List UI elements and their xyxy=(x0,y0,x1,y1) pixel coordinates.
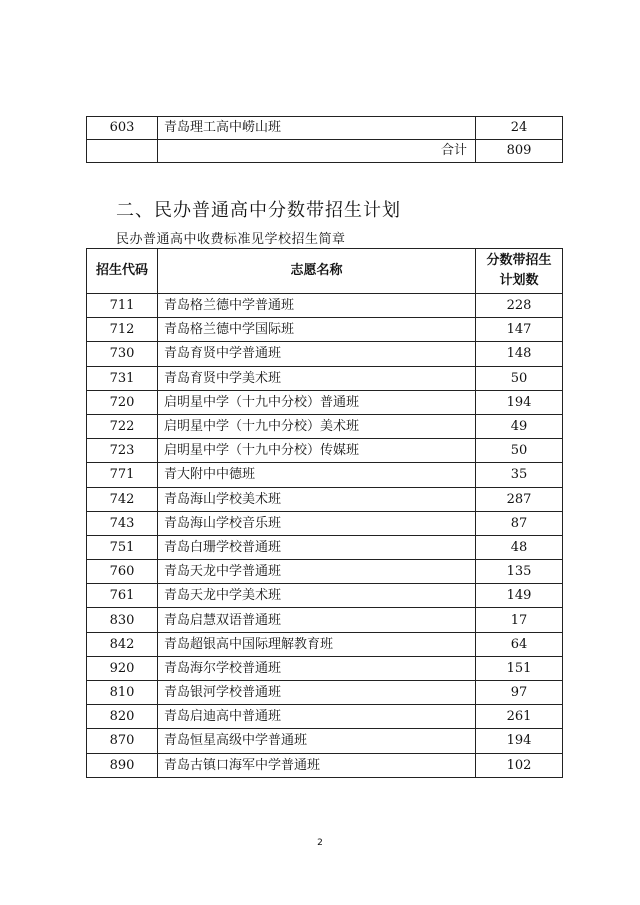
name-cell: 青岛启迪高中普通班 xyxy=(158,705,476,729)
code-cell: 731 xyxy=(87,366,158,390)
count-cell: 148 xyxy=(476,342,563,366)
name-cell: 青岛恒星高级中学普通班 xyxy=(158,729,476,753)
count-cell: 35 xyxy=(476,463,563,487)
table-row xyxy=(87,390,563,414)
count-cell: 149 xyxy=(476,584,563,608)
code-cell: 830 xyxy=(87,608,158,632)
code-cell: 842 xyxy=(87,632,158,656)
name-cell: 青岛超银高中国际理解教育班 xyxy=(158,632,476,656)
name-cell: 青岛育贤中学美术班 xyxy=(158,366,476,390)
name-cell: 青岛理工高中崂山班 xyxy=(158,117,476,140)
subtitle: 民办普通高中收费标准见学校招生简章 xyxy=(116,232,346,247)
name-cell: 青岛格兰德中学国际班 xyxy=(158,318,476,342)
count-cell: 194 xyxy=(476,390,563,414)
table-row xyxy=(87,681,563,705)
code-cell: 760 xyxy=(87,560,158,584)
code-cell: 723 xyxy=(87,439,158,463)
top-table xyxy=(86,116,563,163)
table-row xyxy=(87,463,563,487)
count-cell: 49 xyxy=(476,414,563,438)
table-row xyxy=(87,753,563,777)
name-cell: 启明星中学（十九中分校）美术班 xyxy=(158,414,476,438)
table-row xyxy=(87,656,563,680)
count-cell: 64 xyxy=(476,632,563,656)
header-row xyxy=(87,249,563,294)
count-cell: 151 xyxy=(476,656,563,680)
total-row xyxy=(87,140,563,163)
code-cell: 722 xyxy=(87,414,158,438)
code-cell: 771 xyxy=(87,463,158,487)
name-cell: 青岛育贤中学普通班 xyxy=(158,342,476,366)
name-cell: 青岛格兰德中学普通班 xyxy=(158,294,476,318)
table-row xyxy=(87,729,563,753)
code-cell: 920 xyxy=(87,656,158,680)
code-cell: 743 xyxy=(87,511,158,535)
code-cell: 603 xyxy=(87,117,158,140)
code-cell: 720 xyxy=(87,390,158,414)
name-cell: 青岛海山学校音乐班 xyxy=(158,511,476,535)
count-cell: 50 xyxy=(476,366,563,390)
table-row xyxy=(87,414,563,438)
header-count-line1: 分数带招生 xyxy=(486,253,552,268)
code-cell: 870 xyxy=(87,729,158,753)
name-cell: 启明星中学（十九中分校）普通班 xyxy=(158,390,476,414)
page-number: 2 xyxy=(317,838,323,848)
code-cell: 711 xyxy=(87,294,158,318)
plan-table-body xyxy=(87,294,563,778)
name-cell: 青大附中中德班 xyxy=(158,463,476,487)
count-cell: 50 xyxy=(476,439,563,463)
code-cell: 742 xyxy=(87,487,158,511)
section-title: 二、民办普通高中分数带招生计划 xyxy=(116,200,401,221)
table-row xyxy=(87,535,563,559)
total-count: 809 xyxy=(476,140,563,163)
count-cell: 194 xyxy=(476,729,563,753)
table-row xyxy=(87,487,563,511)
count-cell: 287 xyxy=(476,487,563,511)
count-cell: 135 xyxy=(476,560,563,584)
code-cell: 810 xyxy=(87,681,158,705)
code-cell: 751 xyxy=(87,535,158,559)
header-count xyxy=(476,249,563,294)
count-cell: 228 xyxy=(476,294,563,318)
count-cell: 102 xyxy=(476,753,563,777)
code-cell: 730 xyxy=(87,342,158,366)
table-row xyxy=(87,366,563,390)
name-cell: 青岛古镇口海军中学普通班 xyxy=(158,753,476,777)
plan-table xyxy=(86,248,563,778)
table-row xyxy=(87,294,563,318)
header-count-line2: 计划数 xyxy=(499,273,539,288)
count-cell: 97 xyxy=(476,681,563,705)
empty-cell xyxy=(87,140,158,163)
name-cell: 青岛启慧双语普通班 xyxy=(158,608,476,632)
table-row xyxy=(87,608,563,632)
table-row xyxy=(87,117,563,140)
count-cell: 17 xyxy=(476,608,563,632)
code-cell: 820 xyxy=(87,705,158,729)
header-name: 志愿名称 xyxy=(158,249,476,294)
count-cell: 24 xyxy=(476,117,563,140)
code-cell: 712 xyxy=(87,318,158,342)
header-code: 招生代码 xyxy=(87,249,158,294)
name-cell: 青岛白珊学校普通班 xyxy=(158,535,476,559)
code-cell: 761 xyxy=(87,584,158,608)
name-cell: 青岛海尔学校普通班 xyxy=(158,656,476,680)
table-row xyxy=(87,318,563,342)
count-cell: 261 xyxy=(476,705,563,729)
table-row xyxy=(87,511,563,535)
name-cell: 启明星中学（十九中分校）传媒班 xyxy=(158,439,476,463)
table-row xyxy=(87,342,563,366)
count-cell: 48 xyxy=(476,535,563,559)
name-cell: 青岛银河学校普通班 xyxy=(158,681,476,705)
name-cell: 青岛天龙中学普通班 xyxy=(158,560,476,584)
code-cell: 890 xyxy=(87,753,158,777)
table-row xyxy=(87,560,563,584)
count-cell: 147 xyxy=(476,318,563,342)
table-row xyxy=(87,439,563,463)
count-cell: 87 xyxy=(476,511,563,535)
name-cell: 青岛天龙中学美术班 xyxy=(158,584,476,608)
name-cell: 青岛海山学校美术班 xyxy=(158,487,476,511)
table-row xyxy=(87,584,563,608)
total-label: 合计 xyxy=(158,140,476,163)
table-row xyxy=(87,705,563,729)
table-row xyxy=(87,632,563,656)
